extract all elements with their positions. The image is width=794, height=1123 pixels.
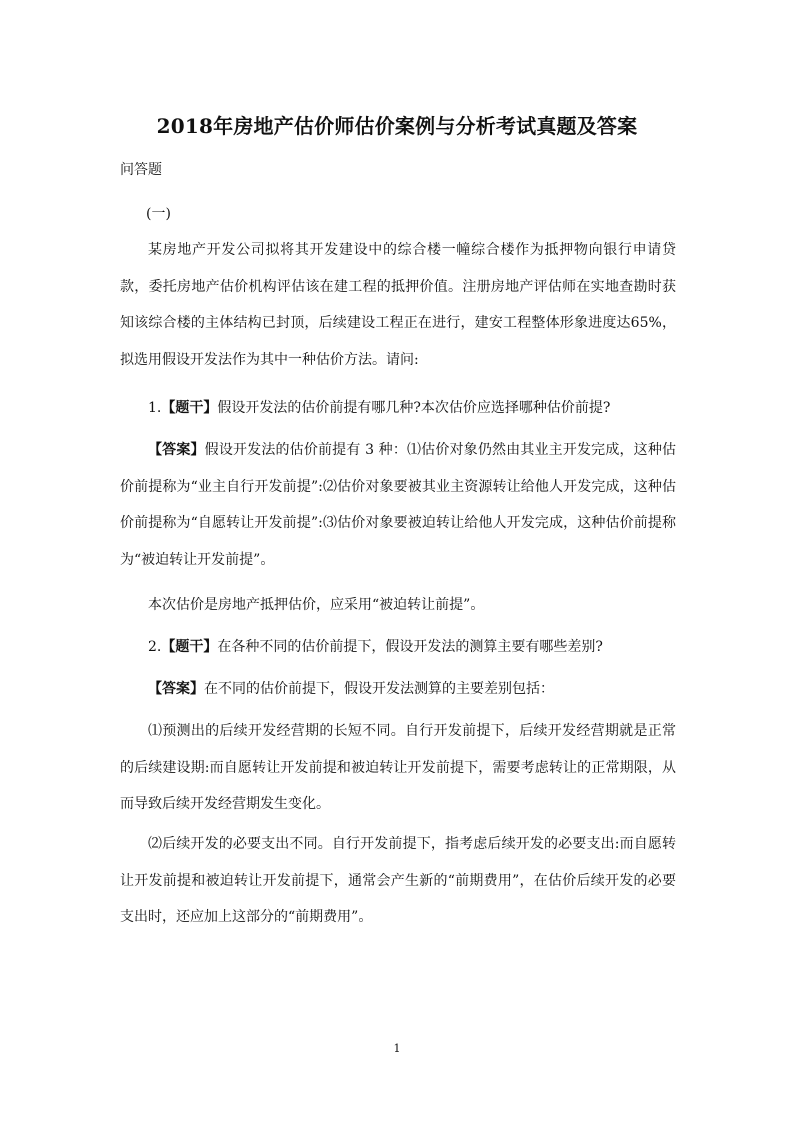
question-1-tag: 【题干】 xyxy=(161,400,218,416)
answer-1-text: 假设开发法的估价前提有 3 种：⑴估价对象仍然由其业主开发完成，这种估价前提称为“业主自行开发前提”:⑵估价对象要被其业主资源转让给他人开发完成，这种估价前提称为“自愿转让开发前提”:⑶估价对象要被迫转让给他人开发完成，这种估价前提称为“被迫转让开发前提”。 xyxy=(120,442,676,568)
document-title: 2018年房地产估价师估价案例与分析考试真题及答案 xyxy=(156,114,638,138)
question-1-text: 假设开发法的估价前提有哪几种?本次估价应选择哪种估价前提? xyxy=(217,400,611,416)
answer-2-point-1: ⑴预测出的后续开发经营期的长短不同。自行开发前提下，后续开发经营期就是正常的后续建设期:而自愿转让开发前提和被迫转让开发前提下，需要考虑转让的正常期限，从而导致后续开发经营期发生变化。 xyxy=(120,723,676,812)
answer-1 xyxy=(120,432,676,578)
answer-1-conclusion: 本次估价是房地产抵押估价，应采用“被迫转让前提”。 xyxy=(148,597,485,613)
question-1 xyxy=(120,390,676,427)
question-1-prefix: 1. xyxy=(148,400,162,416)
section-heading: 问答题 xyxy=(120,162,162,178)
question-2 xyxy=(120,629,676,666)
page-number: 1 xyxy=(393,1042,401,1055)
question-2-tag: 【题干】 xyxy=(161,639,218,655)
answer-2-point-2: ⑵后续开发的必要支出不同。自行开发前提下，指考虑后续开发的必要支出:而自愿转让开发前提和被迫转让开发前提下，通常会产生新的“前期费用”，在估价后续开发的必要支出时，还应加上这部分的“前期费用”。 xyxy=(120,836,676,925)
answer-2-text: 在不同的估价前提下，假设开发法测算的主要差别包括： xyxy=(204,681,554,697)
question-2-text: 在各种不同的估价前提下，假设开发法的测算主要有哪些差别? xyxy=(217,639,603,655)
question-number: (一) xyxy=(146,206,171,222)
intro-paragraph: 某房地产开发公司拟将其开发建设中的综合楼一幢综合楼作为抵押物向银行申请贷款，委托房地产估价机构评估该在建工程的抵押价值。注册房地产评估师在实地查勘时获知该综合楼的主体结构已封顶，后续建设工程正在进行，建安工程整体形象进度达65%，拟选用假设开发法作为其中一种估价方法。请问: xyxy=(120,242,676,368)
answer-2 xyxy=(120,671,676,708)
answer-2-tag: 【答案】 xyxy=(148,681,204,697)
question-2-prefix: 2. xyxy=(148,639,162,655)
answer-1-tag: 【答案】 xyxy=(148,442,205,458)
